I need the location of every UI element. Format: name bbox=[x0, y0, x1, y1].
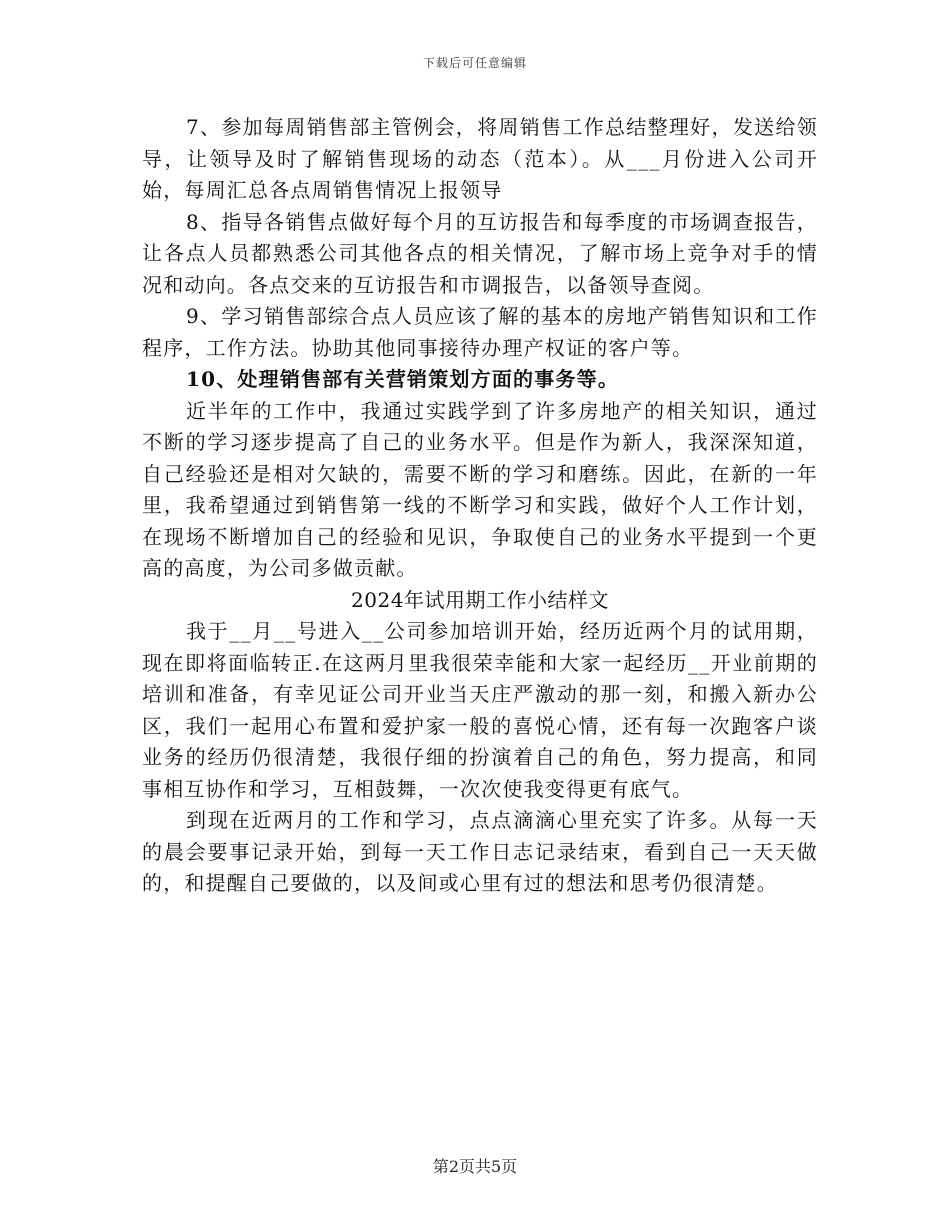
section-title: 2024年试用期工作小结样文 bbox=[351, 587, 609, 612]
body-paragraph-2: 到现在近两月的工作和学习，点点滴滴心里充实了许多。从每一天的晨会要事记录开始，到每一天工作日志记录结束，看到自己一天天做的，和提醒自己要做的，以及间或心里有过的想法和思考仍很清楚。 bbox=[142, 808, 818, 895]
document-body bbox=[142, 112, 818, 900]
list-item-7: 7、参加每周销售部主管例会，将周销售工作总结整理好，发送给领导，让领导及时了解销售现场的动态（范本）。从___月份进入公司开始，每周汇总各点周销售情况上报领导 bbox=[142, 115, 818, 202]
page-footer: 第2页共5页 bbox=[432, 1157, 518, 1176]
closing-paragraph: 近半年的工作中，我通过实践学到了许多房地产的相关知识，通过不断的学习逐步提高了自己的业务水平。但是作为新人，我深深知道，自己经验还是相对欠缺的，需要不断的学习和磨练。因此，在新的一年里，我希望通过到销售第一线的不断学习和实践，做好个人工作计划，在现场不断增加自己的经验和见识，争取使自己的业务水平提到一个更高的高度，为公司多做贡献。 bbox=[142, 398, 818, 580]
body-paragraph-1: 我于__月__号进入__公司参加培训开始，经历近两个月的试用期，现在即将面临转正.在这两月里我很荣幸能和大家一起经历__开业前期的培训和准备，有幸见证公司开业当天庄严激动的那一刻，和搬入新办公区，我们一起用心布置和爱护家一般的喜悦心情，还有每一次跑客户谈业务的经历仍很清楚，我很仔细的扮演着自己的角色，努力提高，和同事相互协作和学习，互相鼓舞，一次次使我变得更有底气。 bbox=[142, 619, 818, 801]
list-item-9: 9、学习销售部综合点人员应该了解的基本的房地产销售知识和工作程序，工作方法。协助其他同事接待办理产权证的客户等。 bbox=[142, 304, 818, 360]
list-item-8: 8、指导各销售点做好每个月的互访报告和每季度的市场调查报告，让各点人员都熟悉公司其他各点的相关情况，了解市场上竞争对手的情况和动向。各点交来的互访报告和市调报告，以备领导查阅。 bbox=[142, 209, 818, 297]
header-note: 下载后可任意编辑 bbox=[422, 56, 527, 70]
list-item-10: 10、处理销售部有关营销策划方面的事务等。 bbox=[186, 367, 620, 391]
